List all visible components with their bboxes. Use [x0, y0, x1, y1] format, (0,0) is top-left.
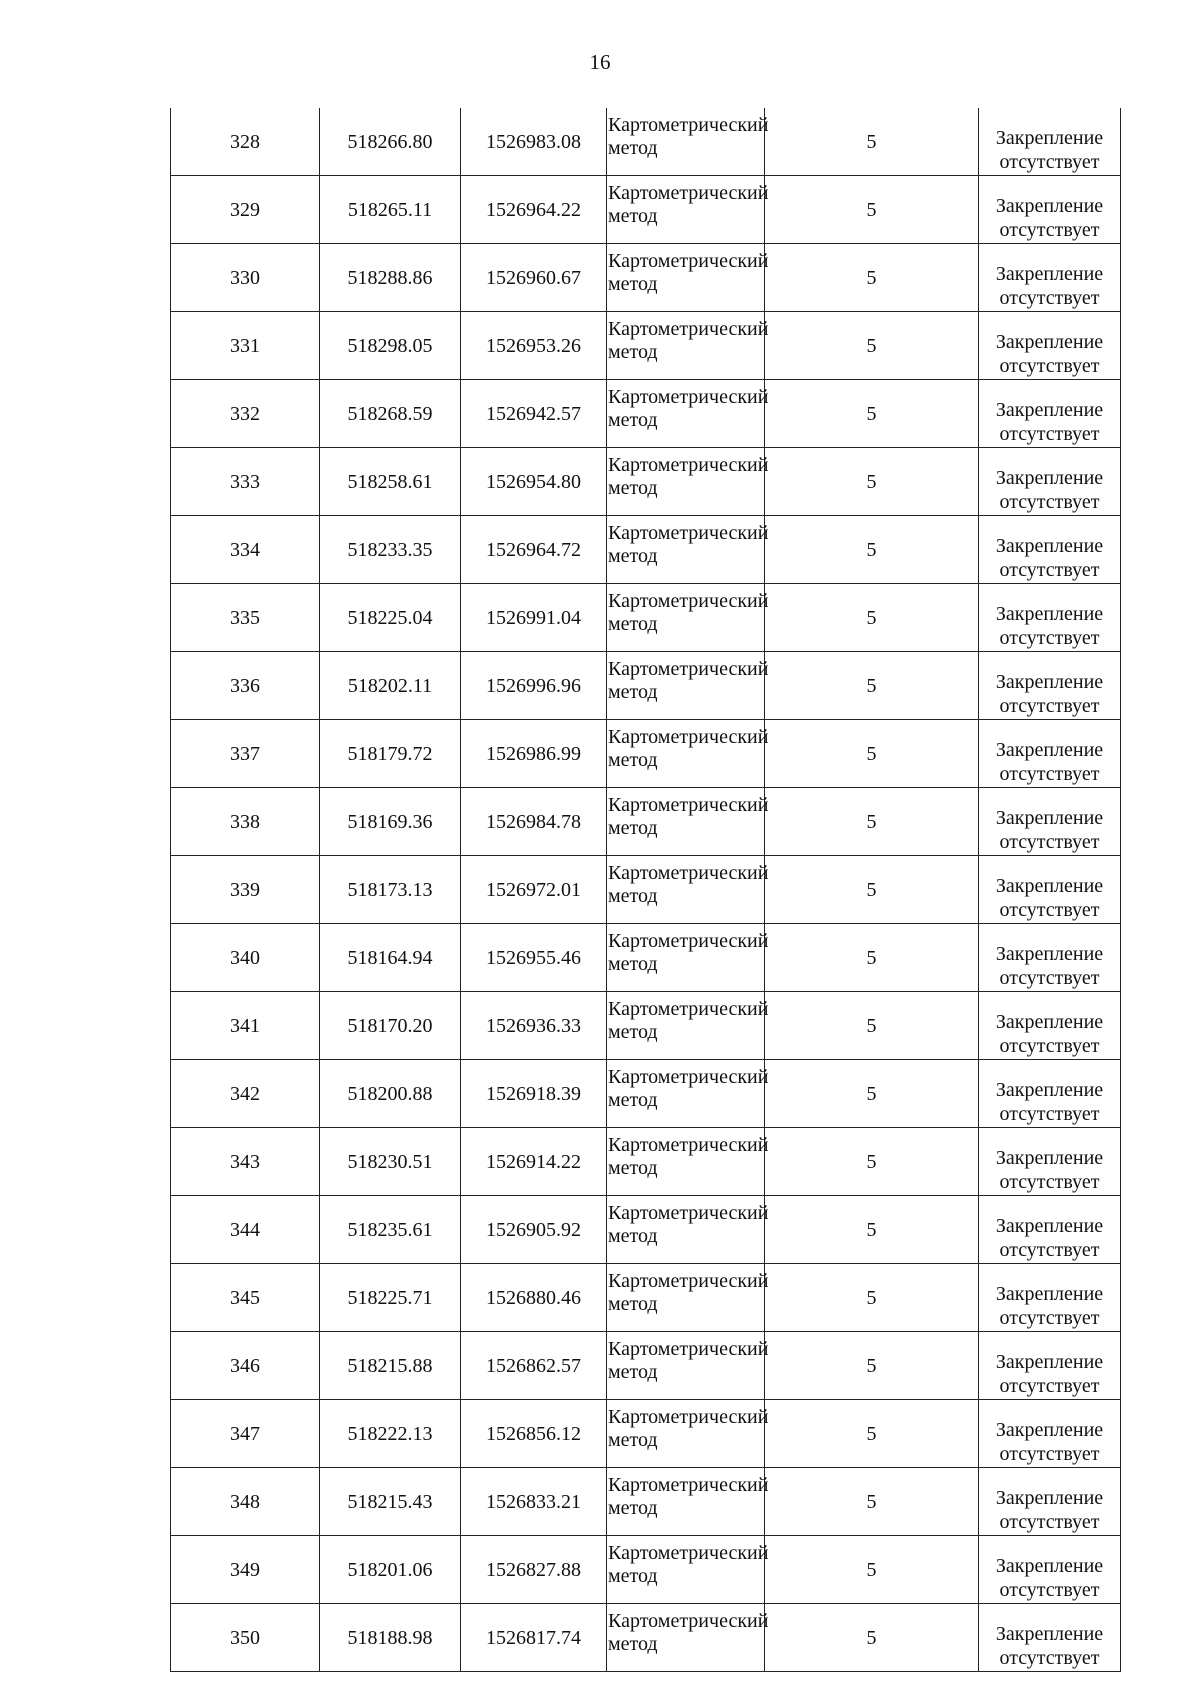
- table-row: [171, 856, 1121, 924]
- point-number-cell: 342: [171, 1060, 320, 1128]
- point-number-cell: 330: [171, 244, 320, 312]
- y-coordinate-cell: 1526996.96: [461, 652, 607, 720]
- y-coordinate-cell: 1526880.46: [461, 1264, 607, 1332]
- x-coordinate-cell: 518188.98: [320, 1604, 461, 1672]
- fixing-cell: Закрепление отсутствует: [979, 584, 1121, 652]
- y-coordinate-cell: 1526862.57: [461, 1332, 607, 1400]
- accuracy-cell: 5: [765, 1264, 979, 1332]
- x-coordinate-cell: 518170.20: [320, 992, 461, 1060]
- method-cell: Картометрический метод: [607, 244, 765, 312]
- y-coordinate-cell: 1526986.99: [461, 720, 607, 788]
- method-cell: Картометрический метод: [607, 1196, 765, 1264]
- point-number-cell: 349: [171, 1536, 320, 1604]
- point-number-cell: 328: [171, 108, 320, 176]
- x-coordinate-cell: 518258.61: [320, 448, 461, 516]
- accuracy-cell: 5: [765, 1332, 979, 1400]
- table-row: [171, 992, 1121, 1060]
- y-coordinate-cell: 1526817.74: [461, 1604, 607, 1672]
- point-number-cell: 331: [171, 312, 320, 380]
- method-cell: Картометрический метод: [607, 1060, 765, 1128]
- x-coordinate-cell: 518215.43: [320, 1468, 461, 1536]
- method-cell: Картометрический метод: [607, 788, 765, 856]
- point-number-cell: 347: [171, 1400, 320, 1468]
- fixing-cell: Закрепление отсутствует: [979, 516, 1121, 584]
- x-coordinate-cell: 518225.04: [320, 584, 461, 652]
- y-coordinate-cell: 1526914.22: [461, 1128, 607, 1196]
- accuracy-cell: 5: [765, 924, 979, 992]
- y-coordinate-cell: 1526964.22: [461, 176, 607, 244]
- point-number-cell: 335: [171, 584, 320, 652]
- y-coordinate-cell: 1526984.78: [461, 788, 607, 856]
- x-coordinate-cell: 518268.59: [320, 380, 461, 448]
- y-coordinate-cell: 1526983.08: [461, 108, 607, 176]
- fixing-cell: Закрепление отсутствует: [979, 856, 1121, 924]
- point-number-cell: 345: [171, 1264, 320, 1332]
- accuracy-cell: 5: [765, 856, 979, 924]
- point-number-cell: 350: [171, 1604, 320, 1672]
- method-cell: Картометрический метод: [607, 1604, 765, 1672]
- table-row: [171, 720, 1121, 788]
- y-coordinate-cell: 1526918.39: [461, 1060, 607, 1128]
- fixing-cell: Закрепление отсутствует: [979, 1264, 1121, 1332]
- accuracy-cell: 5: [765, 516, 979, 584]
- accuracy-cell: 5: [765, 720, 979, 788]
- point-number-cell: 341: [171, 992, 320, 1060]
- y-coordinate-cell: 1526964.72: [461, 516, 607, 584]
- x-coordinate-cell: 518179.72: [320, 720, 461, 788]
- x-coordinate-cell: 518169.36: [320, 788, 461, 856]
- accuracy-cell: 5: [765, 1468, 979, 1536]
- accuracy-cell: 5: [765, 380, 979, 448]
- table-row: [171, 176, 1121, 244]
- point-number-cell: 338: [171, 788, 320, 856]
- y-coordinate-cell: 1526954.80: [461, 448, 607, 516]
- table-row: [171, 312, 1121, 380]
- method-cell: Картометрический метод: [607, 584, 765, 652]
- fixing-cell: Закрепление отсутствует: [979, 652, 1121, 720]
- coordinates-table-body: [171, 108, 1121, 1672]
- table-row: [171, 108, 1121, 176]
- accuracy-cell: 5: [765, 176, 979, 244]
- page-number: 16: [589, 50, 611, 74]
- table-row: [171, 1128, 1121, 1196]
- point-number-cell: 332: [171, 380, 320, 448]
- table-row: [171, 584, 1121, 652]
- method-cell: Картометрический метод: [607, 1332, 765, 1400]
- fixing-cell: Закрепление отсутствует: [979, 1536, 1121, 1604]
- y-coordinate-cell: 1526942.57: [461, 380, 607, 448]
- fixing-cell: Закрепление отсутствует: [979, 312, 1121, 380]
- table-row: [171, 1400, 1121, 1468]
- y-coordinate-cell: 1526856.12: [461, 1400, 607, 1468]
- x-coordinate-cell: 518298.05: [320, 312, 461, 380]
- x-coordinate-cell: 518265.11: [320, 176, 461, 244]
- point-number-cell: 336: [171, 652, 320, 720]
- accuracy-cell: 5: [765, 448, 979, 516]
- fixing-cell: Закрепление отсутствует: [979, 1128, 1121, 1196]
- fixing-cell: Закрепление отсутствует: [979, 1400, 1121, 1468]
- method-cell: Картометрический метод: [607, 380, 765, 448]
- x-coordinate-cell: 518201.06: [320, 1536, 461, 1604]
- x-coordinate-cell: 518230.51: [320, 1128, 461, 1196]
- fixing-cell: Закрепление отсутствует: [979, 448, 1121, 516]
- table-row: [171, 516, 1121, 584]
- table-row: [171, 1060, 1121, 1128]
- x-coordinate-cell: 518173.13: [320, 856, 461, 924]
- y-coordinate-cell: 1526936.33: [461, 992, 607, 1060]
- table-row: [171, 788, 1121, 856]
- fixing-cell: Закрепление отсутствует: [979, 788, 1121, 856]
- table-row: [171, 1468, 1121, 1536]
- fixing-cell: Закрепление отсутствует: [979, 992, 1121, 1060]
- x-coordinate-cell: 518202.11: [320, 652, 461, 720]
- x-coordinate-cell: 518200.88: [320, 1060, 461, 1128]
- x-coordinate-cell: 518288.86: [320, 244, 461, 312]
- point-number-cell: 333: [171, 448, 320, 516]
- y-coordinate-cell: 1526953.26: [461, 312, 607, 380]
- fixing-cell: Закрепление отсутствует: [979, 244, 1121, 312]
- accuracy-cell: 5: [765, 652, 979, 720]
- x-coordinate-cell: 518235.61: [320, 1196, 461, 1264]
- method-cell: Картометрический метод: [607, 1400, 765, 1468]
- y-coordinate-cell: 1526991.04: [461, 584, 607, 652]
- accuracy-cell: 5: [765, 1128, 979, 1196]
- y-coordinate-cell: 1526960.67: [461, 244, 607, 312]
- fixing-cell: Закрепление отсутствует: [979, 1332, 1121, 1400]
- point-number-cell: 329: [171, 176, 320, 244]
- x-coordinate-cell: 518222.13: [320, 1400, 461, 1468]
- accuracy-cell: 5: [765, 312, 979, 380]
- method-cell: Картометрический метод: [607, 1468, 765, 1536]
- table-row: [171, 1536, 1121, 1604]
- fixing-cell: Закрепление отсутствует: [979, 1468, 1121, 1536]
- table-row: [171, 244, 1121, 312]
- x-coordinate-cell: 518164.94: [320, 924, 461, 992]
- method-cell: Картометрический метод: [607, 1128, 765, 1196]
- y-coordinate-cell: 1526833.21: [461, 1468, 607, 1536]
- table-row: [171, 924, 1121, 992]
- fixing-cell: Закрепление отсутствует: [979, 1604, 1121, 1672]
- method-cell: Картометрический метод: [607, 720, 765, 788]
- point-number-cell: 344: [171, 1196, 320, 1264]
- point-number-cell: 339: [171, 856, 320, 924]
- y-coordinate-cell: 1526955.46: [461, 924, 607, 992]
- method-cell: Картометрический метод: [607, 992, 765, 1060]
- method-cell: Картометрический метод: [607, 108, 765, 176]
- x-coordinate-cell: 518225.71: [320, 1264, 461, 1332]
- point-number-cell: 334: [171, 516, 320, 584]
- fixing-cell: Закрепление отсутствует: [979, 380, 1121, 448]
- x-coordinate-cell: 518233.35: [320, 516, 461, 584]
- method-cell: Картометрический метод: [607, 1536, 765, 1604]
- fixing-cell: Закрепление отсутствует: [979, 1196, 1121, 1264]
- fixing-cell: Закрепление отсутствует: [979, 108, 1121, 176]
- table-row: [171, 1264, 1121, 1332]
- table-row: [171, 1196, 1121, 1264]
- accuracy-cell: 5: [765, 1060, 979, 1128]
- accuracy-cell: 5: [765, 1536, 979, 1604]
- y-coordinate-cell: 1526972.01: [461, 856, 607, 924]
- y-coordinate-cell: 1526827.88: [461, 1536, 607, 1604]
- table-row: [171, 448, 1121, 516]
- fixing-cell: Закрепление отсутствует: [979, 720, 1121, 788]
- method-cell: Картометрический метод: [607, 312, 765, 380]
- coordinates-table: [170, 108, 1121, 1672]
- table-row: [171, 380, 1121, 448]
- accuracy-cell: 5: [765, 1604, 979, 1672]
- accuracy-cell: 5: [765, 244, 979, 312]
- method-cell: Картометрический метод: [607, 176, 765, 244]
- fixing-cell: Закрепление отсутствует: [979, 176, 1121, 244]
- table-row: [171, 1604, 1121, 1672]
- x-coordinate-cell: 518266.80: [320, 108, 461, 176]
- point-number-cell: 348: [171, 1468, 320, 1536]
- point-number-cell: 346: [171, 1332, 320, 1400]
- method-cell: Картометрический метод: [607, 924, 765, 992]
- fixing-cell: Закрепление отсутствует: [979, 924, 1121, 992]
- accuracy-cell: 5: [765, 1400, 979, 1468]
- y-coordinate-cell: 1526905.92: [461, 1196, 607, 1264]
- method-cell: Картометрический метод: [607, 448, 765, 516]
- accuracy-cell: 5: [765, 108, 979, 176]
- table-row: [171, 652, 1121, 720]
- method-cell: Картометрический метод: [607, 1264, 765, 1332]
- accuracy-cell: 5: [765, 1196, 979, 1264]
- method-cell: Картометрический метод: [607, 516, 765, 584]
- accuracy-cell: 5: [765, 992, 979, 1060]
- table-row: [171, 1332, 1121, 1400]
- point-number-cell: 343: [171, 1128, 320, 1196]
- method-cell: Картометрический метод: [607, 652, 765, 720]
- accuracy-cell: 5: [765, 584, 979, 652]
- accuracy-cell: 5: [765, 788, 979, 856]
- method-cell: Картометрический метод: [607, 856, 765, 924]
- fixing-cell: Закрепление отсутствует: [979, 1060, 1121, 1128]
- point-number-cell: 340: [171, 924, 320, 992]
- point-number-cell: 337: [171, 720, 320, 788]
- coordinates-table-container: [170, 108, 1120, 1672]
- x-coordinate-cell: 518215.88: [320, 1332, 461, 1400]
